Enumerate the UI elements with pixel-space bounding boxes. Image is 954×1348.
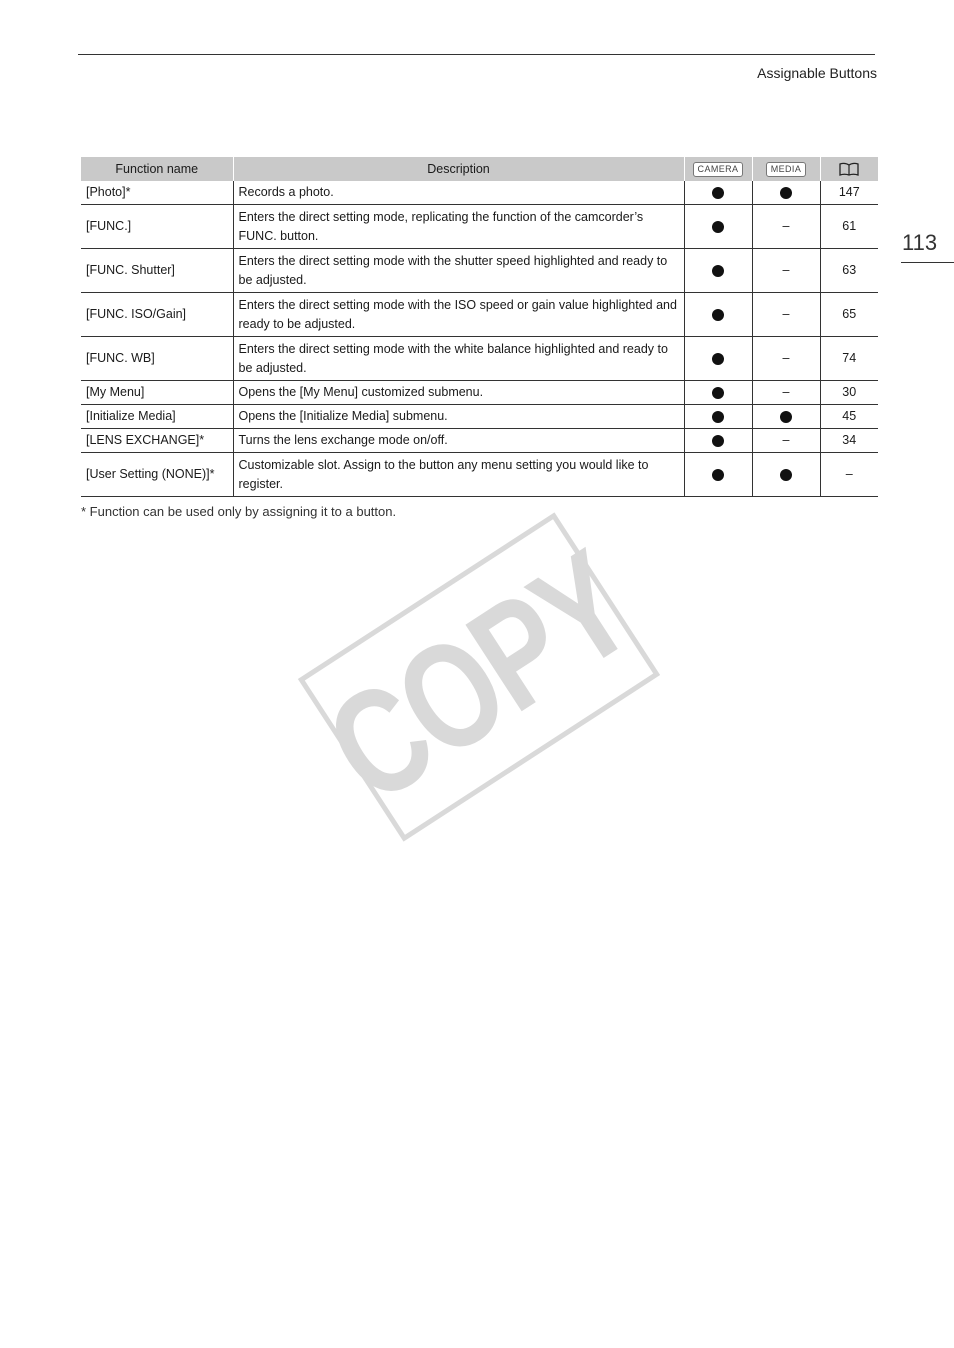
function-name-cell: [My Menu] [81, 381, 233, 405]
camera-mode-badge: CAMERA [693, 162, 744, 177]
camera-availability-cell [684, 453, 752, 497]
media-availability-cell [752, 181, 820, 205]
table-header-row [81, 157, 878, 181]
function-name-cell: [FUNC. WB] [81, 337, 233, 381]
available-dot [712, 353, 724, 365]
column-header-description: Description [233, 157, 684, 181]
media-availability-cell: – [752, 381, 820, 405]
description-cell: Records a photo. [233, 181, 684, 205]
table-row [81, 405, 878, 429]
media-mode-badge: MEDIA [766, 162, 807, 177]
page-number-rule [901, 262, 954, 263]
page-ref-cell: 147 [820, 181, 878, 205]
camera-availability-cell [684, 205, 752, 249]
table-row [81, 293, 878, 337]
function-name-cell: [User Setting (NONE)]* [81, 453, 233, 497]
description-cell: Enters the direct setting mode, replicating the function of the camcorder’s FUNC. button. [233, 205, 684, 249]
table-row [81, 453, 878, 497]
column-header-media-mode [752, 157, 820, 181]
page-ref-cell: 65 [820, 293, 878, 337]
function-name-cell: [FUNC.] [81, 205, 233, 249]
media-availability-cell: – [752, 429, 820, 453]
description-cell: Enters the direct setting mode with the ISO speed or gain value highlighted and ready to be adjusted. [233, 293, 684, 337]
function-table [81, 157, 878, 497]
table-row [81, 249, 878, 293]
section-title: Assignable Buttons [757, 65, 877, 81]
column-header-function-name: Function name [81, 157, 233, 181]
description-cell: Turns the lens exchange mode on/off. [233, 429, 684, 453]
function-name-cell: [Photo]* [81, 181, 233, 205]
media-availability-cell: – [752, 205, 820, 249]
table-footnote: * Function can be used only by assigning it to a button. [81, 504, 397, 519]
media-availability-cell [752, 405, 820, 429]
copy-watermark [298, 512, 660, 841]
media-availability-cell: – [752, 249, 820, 293]
available-dot [780, 469, 792, 481]
function-name-cell: [LENS EXCHANGE]* [81, 429, 233, 453]
page-number: 113 [902, 230, 938, 255]
table-row [81, 381, 878, 405]
header-rule [78, 54, 875, 55]
camera-availability-cell [684, 405, 752, 429]
available-dot [712, 187, 724, 199]
page-ref-cell: 63 [820, 249, 878, 293]
function-name-cell: [FUNC. Shutter] [81, 249, 233, 293]
column-header-camera-mode [684, 157, 752, 181]
watermark-text: COPY [299, 519, 659, 835]
description-cell: Opens the [My Menu] customized submenu. [233, 381, 684, 405]
camera-availability-cell [684, 249, 752, 293]
camera-availability-cell [684, 181, 752, 205]
description-cell: Enters the direct setting mode with the shutter speed highlighted and ready to be adjusted. [233, 249, 684, 293]
page-ref-cell: 45 [820, 405, 878, 429]
column-header-page-ref [820, 157, 878, 181]
table-row [81, 181, 878, 205]
function-name-cell: [Initialize Media] [81, 405, 233, 429]
available-dot [712, 265, 724, 277]
available-dot [712, 387, 724, 399]
page-ref-cell: 30 [820, 381, 878, 405]
available-dot [780, 187, 792, 199]
description-cell: Customizable slot. Assign to the button any menu setting you would like to register. [233, 453, 684, 497]
available-dot [712, 435, 724, 447]
available-dot [712, 469, 724, 481]
available-dot [712, 221, 724, 233]
camera-availability-cell [684, 429, 752, 453]
function-name-cell: [FUNC. ISO/Gain] [81, 293, 233, 337]
available-dot [780, 411, 792, 423]
page-ref-cell: 34 [820, 429, 878, 453]
available-dot [712, 411, 724, 423]
description-cell: Opens the [Initialize Media] submenu. [233, 405, 684, 429]
media-availability-cell [752, 453, 820, 497]
camera-availability-cell [684, 381, 752, 405]
camera-availability-cell [684, 337, 752, 381]
description-cell: Enters the direct setting mode with the white balance highlighted and ready to be adjusted. [233, 337, 684, 381]
page-ref-cell: 61 [820, 205, 878, 249]
page-ref-cell: – [820, 453, 878, 497]
media-availability-cell: – [752, 293, 820, 337]
book-icon [839, 162, 859, 176]
available-dot [712, 309, 724, 321]
camera-availability-cell [684, 293, 752, 337]
page-ref-cell: 74 [820, 337, 878, 381]
media-availability-cell: – [752, 337, 820, 381]
table-row [81, 205, 878, 249]
table-row [81, 429, 878, 453]
table-row [81, 337, 878, 381]
